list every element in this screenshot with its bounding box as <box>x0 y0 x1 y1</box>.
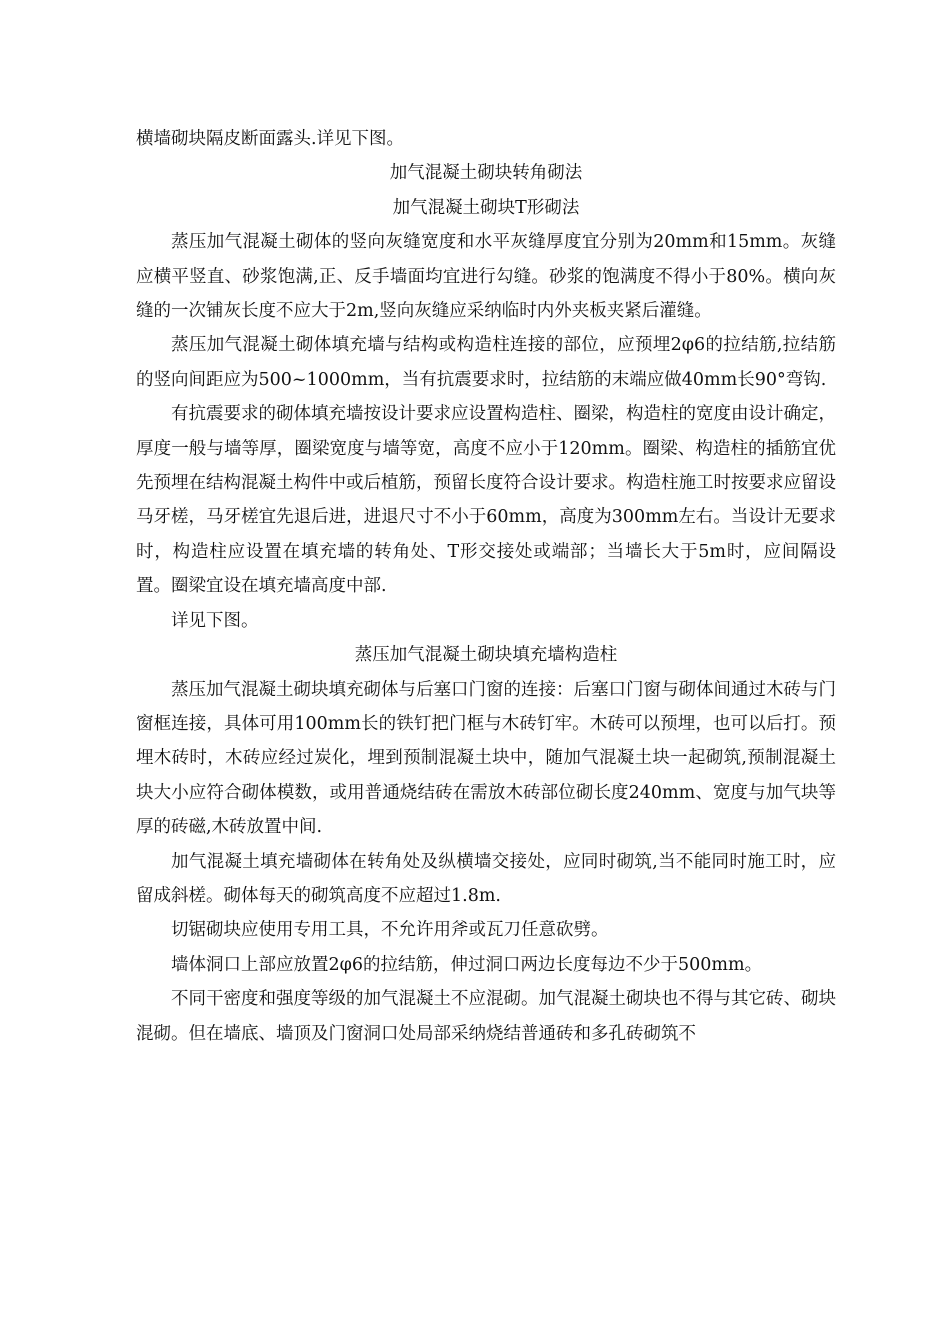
paragraph-cutting-tools: 切锯砌块应使用专用工具，不允许用斧或瓦刀任意砍劈。 <box>171 920 609 941</box>
figure-caption-t-masonry: 加气混凝土砌块T形砌法 <box>392 197 580 218</box>
figure-caption-infill-wall-column: 蒸压加气混凝土砌块填充墙构造柱 <box>354 645 618 666</box>
paragraph-continuation: 横墙砌块隔皮断面露头.详见下图。 <box>136 129 405 149</box>
paragraph-corner-junction: 加气混凝土填充墙砌体在转角处及纵横墙交接处，应同时砌筑,当不能同时施工时，应留成斜槎。砌体每天的砌筑高度不应超过1.8m. <box>136 851 836 906</box>
paragraph-tie-bars: 蒸压加气混凝土砌体填充墙与结构或构造柱连接的部位，应预埋2φ6的拉结筋,拉结筋的竖向间距应为500~1000mm，当有抗震要求时，拉结筋的末端应做40mm长90°弯钩. <box>136 335 836 390</box>
paragraph-structural-columns: 有抗震要求的砌体填充墙按设计要求应设置构造柱、圈梁，构造柱的宽度由设计确定，厚度一般与墙等厚，圈梁宽度与墙等宽，高度不应小于120mm。圈梁、构造柱的插筋宜优先预埋在结构混凝土构件中或后植筋，预留长度符合设计要求。构造柱施工时按要求应留设马牙槎，马牙槎宜先退后进，进退尺寸不小于60mm，高度为300mm左右。当设计无要求时，构造柱应设置在填充墙的转角处、T形交接处或端部；当墙长大于5m时，应间隔设置。圈梁宜设在填充墙高度中部. <box>136 404 836 597</box>
figure-caption-corner-masonry: 加气混凝土砌块转角砌法 <box>389 163 583 184</box>
paragraph-door-window-connection: 蒸压加气混凝土砌块填充砌体与后塞口门窗的连接：后塞口门窗与砌体间通过木砖与门窗框连接，具体可用100mm长的铁钉把门框与木砖钉牢。木砖可以预埋，也可以后打。预埋木砖时，木砖应经过炭化，埋到预制混凝土块中，随加气混凝土块一起砌筑,预制混凝土块大小应符合砌体模数，或用普通烧结砖在需放木砖部位砌长度240mm、宽度与加气块等厚的砖磁,木砖放置中间. <box>136 679 836 838</box>
paragraph-opening-tie-bars: 墙体洞口上部应放置2φ6的拉结筋，伸过洞口两边长度每边不少于500mm。 <box>171 954 763 975</box>
paragraph-mixed-masonry: 不同干密度和强度等级的加气混凝土不应混砌。加气混凝土砌块也不得与其它砖、砌块混砌。但在墙底、墙顶及门窗洞口处局部采纳烧结普通砖和多孔砖砌筑不 <box>136 989 836 1044</box>
paragraph-mortar-joints: 蒸压加气混凝土砌体的竖向灰缝宽度和水平灰缝厚度宜分别为20mm和15mm。灰缝应横平竖直、砂浆饱满,正、反手墙面均宜进行勾缝。砂浆的饱满度不得小于80%。横向灰缝的一次铺灰长度不应大于2m,竖向灰缝应采纳临时内外夹板夹紧后灌缝。 <box>136 232 836 322</box>
document-body <box>136 122 836 1051</box>
paragraph-see-figure: 详见下图。 <box>171 610 259 631</box>
